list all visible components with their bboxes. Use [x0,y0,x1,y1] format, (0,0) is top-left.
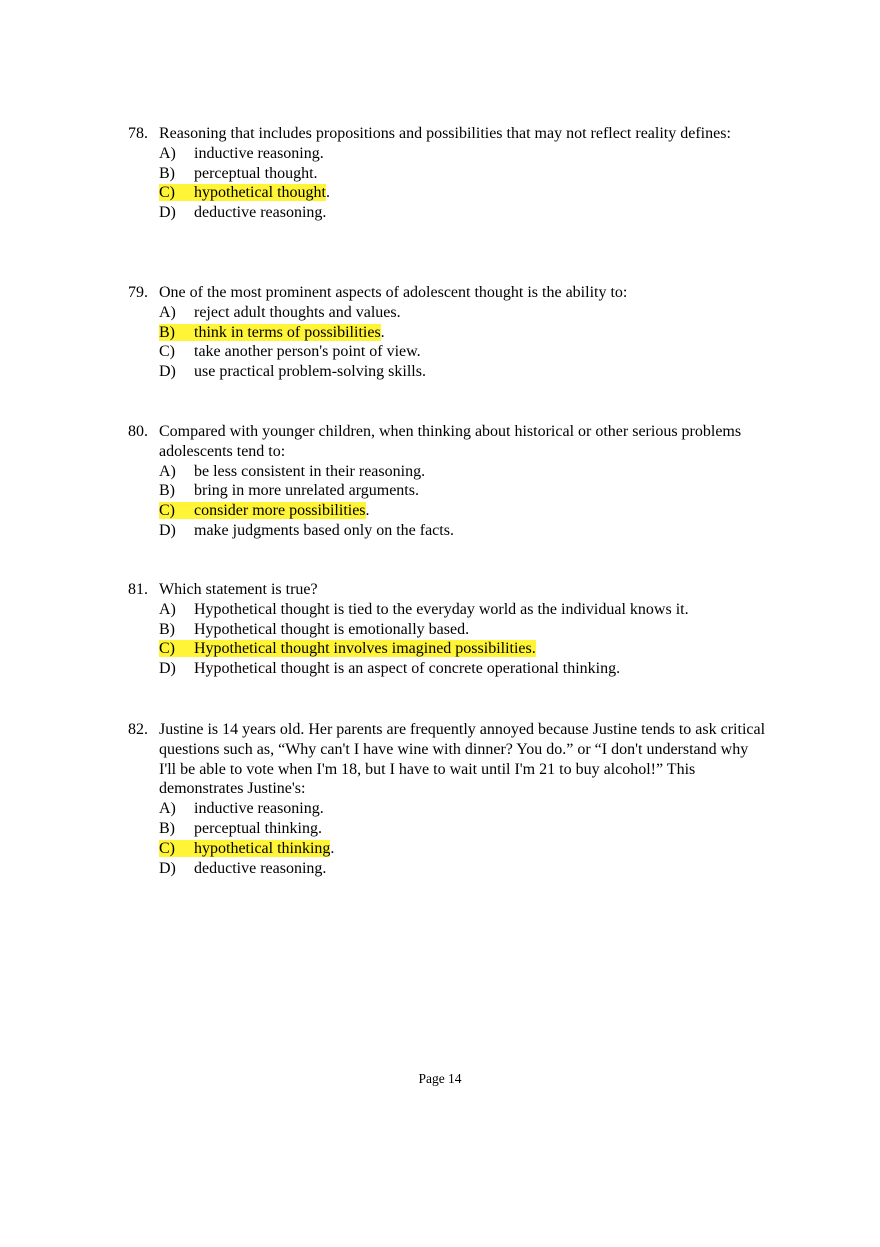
option-c-correct [159,639,768,659]
option-letter: D) [159,204,176,222]
question-number: 82. [128,721,148,738]
option-text: perceptual thinking [194,819,318,837]
option-suffix: . [449,521,454,539]
option-text: deductive reasoning [194,859,323,877]
answer-options [128,600,768,679]
question-text: Compared with younger children, when thinking about historical or other serious problems adolescents tend to: [159,423,742,460]
option-text: hypothetical thought [194,184,326,202]
option-text: use practical problem-solving skills [194,363,422,381]
answer-options [128,462,768,541]
option-text: Hypothetical thought is an aspect of concrete operational thinking [194,660,617,678]
option-b [159,481,768,501]
option-letter: B) [159,819,175,837]
question-number: 79. [128,284,148,301]
option-d [159,521,768,541]
option-c-correct [159,501,768,521]
option-text: inductive reasoning [194,800,320,818]
option-suffix: . [319,800,324,818]
option-letter: A) [159,303,176,321]
option-d [159,859,768,879]
option-a [159,600,768,620]
question-79 [128,283,768,382]
answer-highlight [159,640,536,657]
option-suffix: . [414,482,419,500]
option-b [159,819,768,839]
option-a [159,462,768,482]
option-suffix: . [319,144,324,162]
option-letter: C) [159,343,175,361]
answer-options [128,303,768,382]
option-letter: D) [159,859,176,877]
option-suffix: . [416,343,421,361]
option-text: consider more possibilities [194,502,366,520]
question-number: 78. [128,125,148,142]
question-stem [128,283,768,303]
option-text: Hypothetical thought involves imagined possibilities. [194,640,536,658]
option-suffix: . [330,839,335,857]
option-d [159,659,768,679]
option-letter: B) [159,482,175,500]
question-text: Reasoning that includes propositions and possibilities that may not reflect reality defines: [159,125,731,142]
question-stem [128,720,768,799]
option-text: think in terms of possibilities [194,323,381,341]
question-78 [128,124,768,223]
option-suffix: . [396,303,401,321]
question-80 [128,422,768,541]
option-suffix: . [317,819,322,837]
option-text: inductive reasoning [194,144,320,162]
question-81 [128,580,768,679]
question-stem [128,124,768,144]
answer-options [128,799,768,878]
option-d [159,203,768,223]
option-c-correct [159,183,768,203]
question-number: 81. [128,581,148,598]
option-d [159,362,768,382]
question-text: Justine is 14 years old. Her parents are frequently annoyed because Justine tends to ask critical questions such as, “Why can't I have wine with dinner? You do.” or “I don't understand why I'll be able to vote when I'm 18, but I have to wait until I'm 21 to buy alcohol!” This demonstrates Justine's: [159,721,766,798]
option-c-correct [159,839,768,859]
option-suffix: . [616,660,621,678]
option-letter: C) [159,839,175,857]
option-letter: C) [159,184,175,202]
option-c [159,342,768,362]
option-letter: A) [159,800,176,818]
option-text: reject adult thoughts and values [194,303,397,321]
answer-options [128,144,768,223]
page-number: Page 14 [418,1071,462,1086]
option-text: hypothetical thinking [194,839,331,857]
option-letter: C) [159,502,175,520]
option-b-correct [159,323,768,343]
question-number: 80. [128,423,148,440]
question-82 [128,720,768,878]
option-text: take another person's point of view [194,343,417,361]
question-text: One of the most prominent aspects of adolescent thought is the ability to: [159,284,628,301]
answer-highlight [159,324,381,341]
option-text: make judgments based only on the facts [194,521,450,539]
option-suffix: . [380,323,385,341]
option-letter: B) [159,164,175,182]
option-b [159,620,768,640]
option-a [159,303,768,323]
option-text: bring in more unrelated arguments [194,482,415,500]
option-suffix: . [465,620,470,638]
option-suffix: . [421,363,426,381]
option-a [159,144,768,164]
option-suffix: . [313,164,318,182]
option-text: be less consistent in their reasoning [194,462,422,480]
answer-highlight [159,840,330,857]
option-letter: B) [159,620,175,638]
answer-highlight [159,502,366,519]
option-suffix: . [322,204,327,222]
option-suffix: . [421,462,426,480]
option-suffix: . [325,184,330,202]
option-text: perceptual thought [194,164,314,182]
option-suffix: . [322,859,327,877]
option-letter: A) [159,144,176,162]
option-letter: B) [159,323,175,341]
option-text: Hypothetical thought is emotionally based [194,620,466,638]
answer-highlight [159,184,326,201]
option-a [159,799,768,819]
question-stem [128,580,768,600]
question-stem [128,422,768,462]
option-letter: C) [159,640,175,658]
option-letter: A) [159,462,176,480]
option-b [159,164,768,184]
option-suffix: . [365,502,370,520]
question-text: Which statement is true? [159,581,318,598]
option-text: deductive reasoning [194,204,323,222]
option-letter: A) [159,600,176,618]
option-letter: D) [159,521,176,539]
option-letter: D) [159,660,176,678]
option-suffix: . [684,600,689,618]
option-text: Hypothetical thought is tied to the everyday world as the individual knows it [194,600,685,618]
option-letter: D) [159,363,176,381]
